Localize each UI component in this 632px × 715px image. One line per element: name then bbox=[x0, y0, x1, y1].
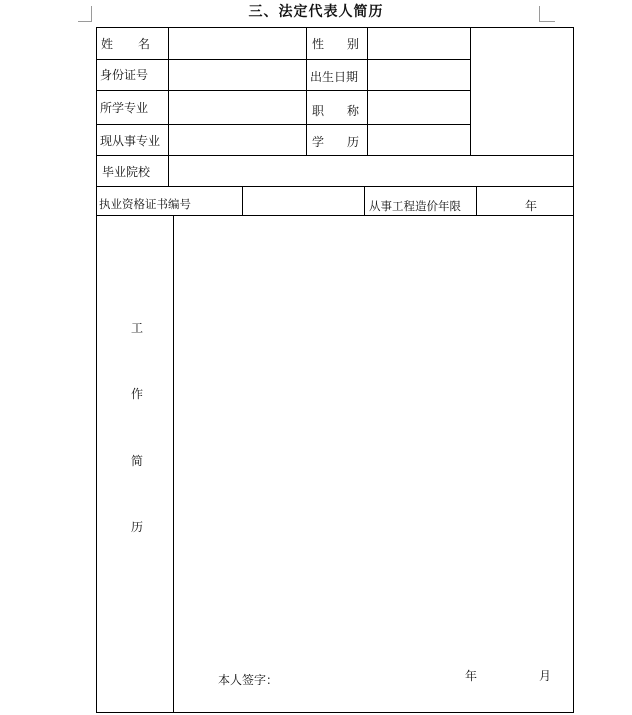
label-school: 毕业院校 bbox=[102, 165, 151, 179]
col-divider bbox=[470, 27, 471, 156]
label-name-char-1: 姓 bbox=[101, 37, 114, 51]
table-border-right bbox=[573, 27, 574, 713]
school-field[interactable] bbox=[170, 157, 572, 185]
col-divider bbox=[306, 27, 307, 156]
row-divider bbox=[96, 59, 470, 60]
signature-month: 月 bbox=[539, 669, 552, 683]
label-gender-char-1: 性 bbox=[312, 37, 325, 51]
label-gender-char-2: 别 bbox=[346, 37, 359, 51]
work-history-char: 作 bbox=[131, 387, 144, 401]
signature-year: 年 bbox=[465, 669, 478, 683]
col-divider bbox=[367, 27, 368, 156]
id-number-field[interactable] bbox=[170, 61, 305, 89]
signature-field[interactable] bbox=[282, 668, 452, 690]
label-id-number: 身份证号 bbox=[100, 68, 149, 82]
current-major-field[interactable] bbox=[170, 126, 305, 154]
col-divider bbox=[242, 186, 243, 216]
col-divider bbox=[476, 186, 477, 216]
label-name-char-2: 名 bbox=[137, 37, 150, 51]
row-divider bbox=[96, 90, 470, 91]
label-name bbox=[101, 37, 150, 51]
title-field[interactable] bbox=[369, 92, 469, 123]
birth-date-field[interactable] bbox=[369, 61, 469, 89]
major-field[interactable] bbox=[170, 92, 305, 123]
row-divider bbox=[96, 215, 574, 216]
document-title: 三、法定代表人简历 bbox=[248, 4, 384, 20]
col-divider bbox=[168, 27, 169, 186]
row-divider bbox=[96, 186, 574, 187]
crop-mark-left-h bbox=[78, 21, 91, 22]
table-border-bottom bbox=[96, 712, 574, 713]
gender-field[interactable] bbox=[369, 29, 469, 58]
label-education-char-2: 历 bbox=[346, 135, 359, 149]
label-title bbox=[312, 104, 359, 118]
label-certificate-number: 执业资格证书编号 bbox=[99, 197, 191, 211]
label-education bbox=[312, 135, 359, 149]
label-years: 从事工程造价年限 bbox=[369, 199, 461, 213]
label-title-char-1: 职 bbox=[312, 104, 325, 118]
work-history-char: 工 bbox=[131, 321, 144, 335]
name-field[interactable] bbox=[170, 29, 305, 58]
work-history-char: 历 bbox=[131, 520, 144, 534]
label-birth-date: 出生日期 bbox=[310, 70, 359, 84]
label-title-char-2: 称 bbox=[346, 104, 359, 118]
row-divider bbox=[96, 124, 470, 125]
label-gender bbox=[312, 37, 359, 51]
years-unit: 年 bbox=[525, 199, 538, 213]
education-field[interactable] bbox=[369, 126, 469, 154]
work-history-char: 简 bbox=[131, 454, 144, 468]
crop-mark-right-h bbox=[539, 21, 555, 22]
col-divider bbox=[364, 186, 365, 216]
photo-area[interactable] bbox=[472, 29, 572, 154]
signature-label: 本人签字： bbox=[218, 673, 279, 687]
label-education-char-1: 学 bbox=[312, 135, 325, 149]
certificate-number-field[interactable] bbox=[244, 188, 363, 214]
table-border-left bbox=[96, 27, 97, 713]
col-divider bbox=[173, 215, 174, 713]
work-history-field[interactable] bbox=[176, 218, 571, 658]
label-current-major: 现从事专业 bbox=[100, 134, 161, 148]
label-major: 所学专业 bbox=[100, 101, 149, 115]
